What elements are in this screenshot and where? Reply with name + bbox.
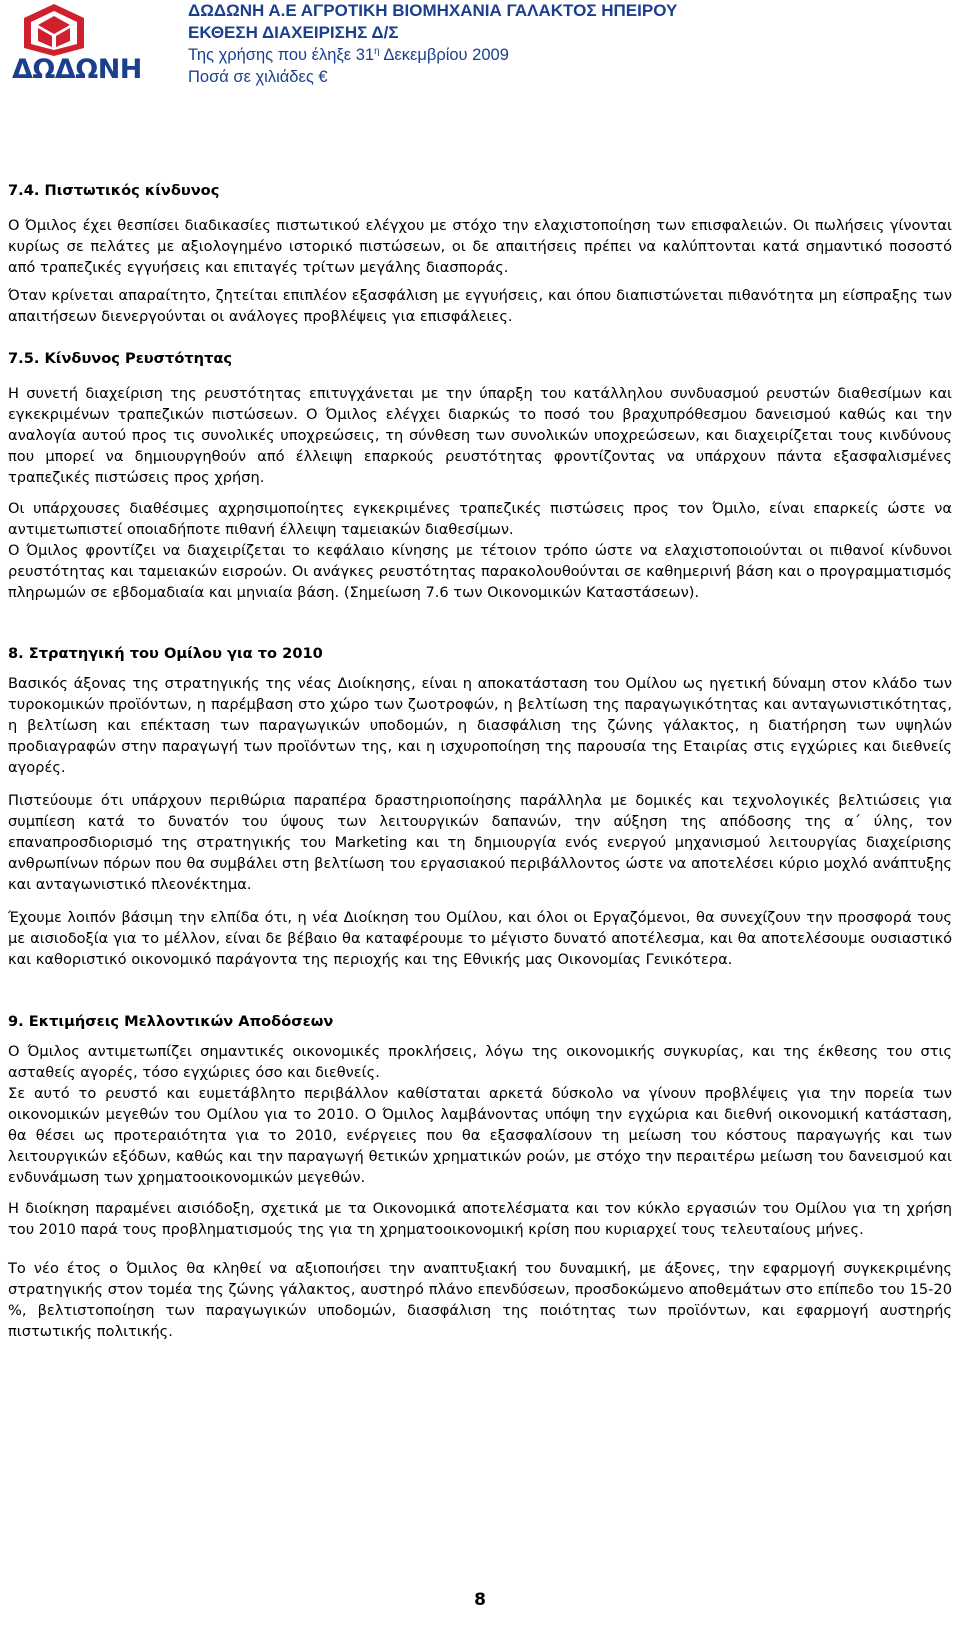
page-number: 8: [474, 1590, 486, 1610]
report-title: ΕΚΘΕΣΗ ΔΙΑΧΕΙΡΙΣΗΣ Δ/Σ: [188, 23, 399, 42]
header-title-block: [188, 0, 677, 88]
report-period-prefix: Της χρήσης που έληξε 31: [188, 46, 375, 64]
document-body: [8, 180, 952, 1342]
report-period-superscript: η: [374, 46, 380, 57]
section-9-paragraph: Η διοίκηση παραμένει αισιόδοξη, σχετικά με τα Οικονομικά αποτελέσματα και τον κύκλο εργασιών του Ομίλου για τη χρήση του 2010 παρά τους προβληματισμούς της για τη χρηματοοικονομική κρίση που κυριαρχεί τους τελευταίους μήνες.: [8, 1200, 952, 1238]
report-period-suffix: Δεκεμβρίου 2009: [379, 46, 509, 64]
section-8-paragraph: Πιστεύουμε ότι υπάρχουν περιθώρια παραπέρα δραστηριοποίησης παράλληλα με δομικές και τεχνολογικές βελτιώσεις για συμπίεση κατά το δυνατόν του ύψους των λειτουργικών δαπανών, την αύξηση της απόδοσης της α΄ ύλης, τον επαναπροσδιορισμό της στρατηγικής του Marketing και τη δημιουργία ενός ενεργού μηχανισμού λειτουργίας διαχείρισης ανθρωπίνων πόρων που θα συμβάλει στη βελτίωση του εργασιακού περιβάλλοντος ώστε να αποτελέσει κύριο μοχλό ανάπτυξης και ανταγωνιστικό πλεονέκτημα.: [8, 792, 952, 893]
section-8-paragraph: Βασικός άξονας της στρατηγικής της νέας Διοίκησης, είναι η αποκατάσταση του Ομίλου ως ηγετική δύναμη στον κλάδο των τυροκομικών προϊόντων, η παρέμβαση στο χώρο των ζωοτροφών, η βελτίωση της παραγωγικότητας και ανταγωνιστικότητας, η βελτίωση και επέκταση των παραγωγικών υποδομών, η διασφάλιση της ζώνης γάλακτος, η διατήρηση των υψηλών προδιαγραφών στην παραγωγή των προϊόντων της, και η ισχυροποίηση της παρουσία της Εταιρίας στις εγχώριες και διεθνείς αγορές.: [8, 675, 952, 776]
dodoni-logo: [6, 2, 142, 85]
page-header: [0, 0, 960, 90]
report-period: [188, 44, 677, 66]
section-8-paragraph: Έχουμε λοιπόν βάσιμη την ελπίδα ότι, η νέα Διοίκηση του Ομίλου, και όλοι οι Εργαζόμενοι, θα συνεχίζουν την προσφορά τους με αισιοδοξία για το μέλλον, είναι δε βέβαιο θα καταφέρουμε το μέγιστο δυνατό αποτέλεσμα, και θα αποτελέσουμε ουσιαστικό και καθοριστικό οικονομικό παράγοντα της περιοχής και της Εθνικής μας Οικονομίας Γενικότερα.: [8, 909, 952, 968]
company-name: ΔΩΔΩΝΗ Α.Ε ΑΓΡΟΤΙΚΗ ΒΙΟΜΗΧΑΝΙΑ ΓΑΛΑΚΤΟΣ ΗΠΕΙΡΟΥ: [188, 1, 678, 20]
section-7-4-heading: 7.4. Πιστωτικός κίνδυνος: [8, 182, 220, 199]
section-9-paragraph: Ο Όμιλος αντιμετωπίζει σημαντικές οικονομικές προκλήσεις, λόγω της οικονομικής συγκυρίας, και της έκθεσης του στις ασταθείς αγορές, τόσο εγχώριες όσο και διεθνείς.: [8, 1043, 952, 1081]
section-9-paragraph: Σε αυτό το ρευστό και ευμετάβλητο περιβάλλον καθίσταται αρκετά δύσκολο να γίνουν προβλέψεις για την πορεία των οικονομικών μεγεθών του Ομίλου για το 2010. Ο Όμιλος λαμβάνοντας υπόψη την εγχώρια και διεθνή οικονομική κατάσταση, θα θέσει ως προτεραιότητα για το 2010, ενέργειες που θα εξασφαλίσουν τη μείωση του κόστους παραγωγής και των λειτουργικών εξόδων, καθώς και την παραγωγή θετικών χρηματικών ροών, με στόχο την περαιτέρω μείωση του δανεισμού και ενδυνάμωση των χρηματοοικονομικών μεγεθών.: [8, 1085, 952, 1186]
dodoni-emblem-icon: [6, 2, 124, 58]
section-7-5-heading: 7.5. Κίνδυνος Ρευστότητας: [8, 350, 233, 367]
logo-wordmark: ΔΩΔΩΝΗ: [12, 54, 142, 85]
amounts-note: Ποσά σε χιλιάδες €: [188, 68, 328, 86]
section-9-heading: 9. Εκτιμήσεις Μελλοντικών Αποδόσεων: [8, 1013, 334, 1030]
section-7-4-paragraph: Όταν κρίνεται απαραίτητο, ζητείται επιπλέον εξασφάλιση με εγγυήσεις, και όπου διαπιστώνεται πιθανότητα μη είσπραξης των απαιτήσεων διενεργούνται οι ανάλογες προβλέψεις για επισφάλειες.: [8, 287, 952, 325]
section-8-heading: 8. Στρατηγική του Ομίλου για το 2010: [8, 645, 323, 662]
section-7-4-paragraph: Ο Όμιλος έχει θεσπίσει διαδικασίες πιστωτικού ελέγχου με στόχο την ελαχιστοποίηση των επισφαλειών. Οι πωλήσεις γίνονται κυρίως σε πελάτες με αξιολογημένο ιστορικό πιστώσεων, οι δε απαιτήσεις πρέπει να καλύπτονται κατά σημαντικό ποσοστό από τραπεζικές εγγυήσεις και επιταγές τρίτων μεγάλης διασποράς.: [8, 217, 952, 276]
section-7-5-paragraph: Οι υπάρχουσες διαθέσιμες αχρησιμοποίητες εγκεκριμένες τραπεζικές πιστώσεις προς τον Όμιλο, είναι επαρκείς ώστε να αντιμετωπιστεί οποιαδήποτε πιθανή έλλειψη ταμειακών διαθεσίμων.: [8, 500, 952, 538]
section-7-5-paragraph: Η συνετή διαχείριση της ρευστότητας επιτυγχάνεται με την ύπαρξη του κατάλληλου συνδυασμού ρευστών διαθεσίμων και εγκεκριμένων τραπεζικών πιστώσεων. Ο Όμιλος ελέγχει διαρκώς το ποσό του βραχυπρόθεσμου δανεισμού καθώς και την αναλογία αυτού προς τις συνολικές υποχρεώσεις, τη σύνθεση των συνολικών υποχρεώσεων, και διαχειρίζεται τους κινδύνους που μπορεί να δημιουργηθούν από έλλειψη επαρκούς ρευστότητας φροντίζοντας να υπάρχουν πάντα εξασφαλισμένες τραπεζικές πιστώσεις προς χρήση.: [8, 385, 952, 486]
section-9-paragraph: Το νέο έτος ο Όμιλος θα κληθεί να αξιοποιήσει την αναπτυξιακή του δυναμική, με άξονες, την εφαρμογή συγκεκριμένης στρατηγικής στον τομέα της ζώνης γάλακτος, αυστηρό πλάνο επενδύσεων, προσδοκώμενο αποθεμάτων στο επίπεδο του 15-20 %, βελτιστοποίηση των παραγωγικών υποδομών, διασφάλιση της ποιότητας των προϊόντων, και εφαρμογή αυστηρής πιστωτικής πολιτικής.: [8, 1260, 952, 1340]
section-7-5-paragraph: Ο Όμιλος φροντίζει να διαχειρίζεται το κεφάλαιο κίνησης με τέτοιον τρόπο ώστε να ελαχιστοποιούνται οι πιθανοί κίνδυνοι ρευστότητας και ταμειακών εισροών. Οι ανάγκες ρευστότητας παρακολουθούνται σε καθημερινή βάση και ο προγραμματισμός πληρωμών σε εβδομαδιαία και μηνιαία βάση. (Σημείωση 7.6 των Οικονομικών Καταστάσεων).: [8, 542, 952, 601]
